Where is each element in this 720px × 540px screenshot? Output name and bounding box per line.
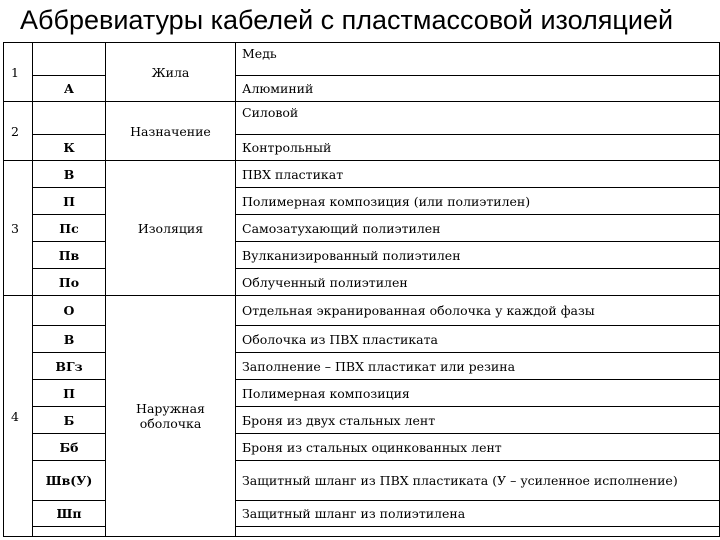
abbreviation-description: Оболочка из ПВХ пластиката bbox=[236, 326, 720, 353]
table-row bbox=[4, 43, 720, 76]
abbreviation-description: Контрольный bbox=[236, 135, 720, 161]
group-number: 3 bbox=[4, 161, 33, 296]
group-number: 2 bbox=[4, 102, 33, 161]
table-row bbox=[4, 296, 720, 326]
abbreviation-description: Медь bbox=[236, 43, 720, 76]
abbreviation-code: Пс bbox=[33, 215, 106, 242]
abbreviation-description: Броня из двух стальных лент bbox=[236, 407, 720, 434]
abbreviation-description bbox=[236, 527, 720, 537]
abbreviation-code: Шп bbox=[33, 501, 106, 527]
abbreviation-description: Отдельная экранированная оболочка у каждой фазы bbox=[236, 296, 720, 326]
abbreviation-code: Пв bbox=[33, 242, 106, 269]
table-row bbox=[4, 102, 720, 135]
abbreviation-code: О bbox=[33, 296, 106, 326]
page-title: Аббревиатуры кабелей с пластмассовой изоляцией bbox=[20, 5, 674, 35]
group-number: 1 bbox=[4, 43, 33, 102]
abbreviation-description: Силовой bbox=[236, 102, 720, 135]
abbreviation-code: П bbox=[33, 380, 106, 407]
cable-abbreviation-table bbox=[3, 42, 720, 537]
abbreviation-description: Алюминий bbox=[236, 76, 720, 102]
abbreviation-code: П bbox=[33, 188, 106, 215]
abbreviation-description: Защитный шланг из ПВХ пластиката (У – усиленное исполнение) bbox=[236, 461, 720, 501]
abbreviation-code: В bbox=[33, 161, 106, 188]
group-category: Наружная оболочка bbox=[106, 296, 236, 537]
abbreviation-description: Облученный полиэтилен bbox=[236, 269, 720, 296]
abbreviation-description: Защитный шланг из полиэтилена bbox=[236, 501, 720, 527]
abbreviation-description: Самозатухающий полиэтилен bbox=[236, 215, 720, 242]
abbreviation-code: Шв(У) bbox=[33, 461, 106, 501]
abbreviation-code: Бб bbox=[33, 434, 106, 461]
group-category: Жила bbox=[106, 43, 236, 102]
abbreviation-description: Полимерная композиция (или полиэтилен) bbox=[236, 188, 720, 215]
abbreviation-code: К bbox=[33, 135, 106, 161]
abbreviation-description: Броня из стальных оцинкованных лент bbox=[236, 434, 720, 461]
abbreviation-description: Полимерная композиция bbox=[236, 380, 720, 407]
abbreviation-code: В bbox=[33, 326, 106, 353]
abbreviation-code: Б bbox=[33, 407, 106, 434]
table-row bbox=[4, 161, 720, 188]
group-category: Изоляция bbox=[106, 161, 236, 296]
abbreviation-description: Заполнение – ПВХ пластикат или резина bbox=[236, 353, 720, 380]
abbreviation-description: ПВХ пластикат bbox=[236, 161, 720, 188]
abbreviation-description: Вулканизированный полиэтилен bbox=[236, 242, 720, 269]
abbreviation-code bbox=[33, 43, 106, 76]
abbreviation-code bbox=[33, 102, 106, 135]
group-category: Назначение bbox=[106, 102, 236, 161]
group-number: 4 bbox=[4, 296, 33, 537]
abbreviation-code: ВГз bbox=[33, 353, 106, 380]
abbreviation-code: А bbox=[33, 76, 106, 102]
abbreviation-code bbox=[33, 527, 106, 537]
abbreviation-code: По bbox=[33, 269, 106, 296]
